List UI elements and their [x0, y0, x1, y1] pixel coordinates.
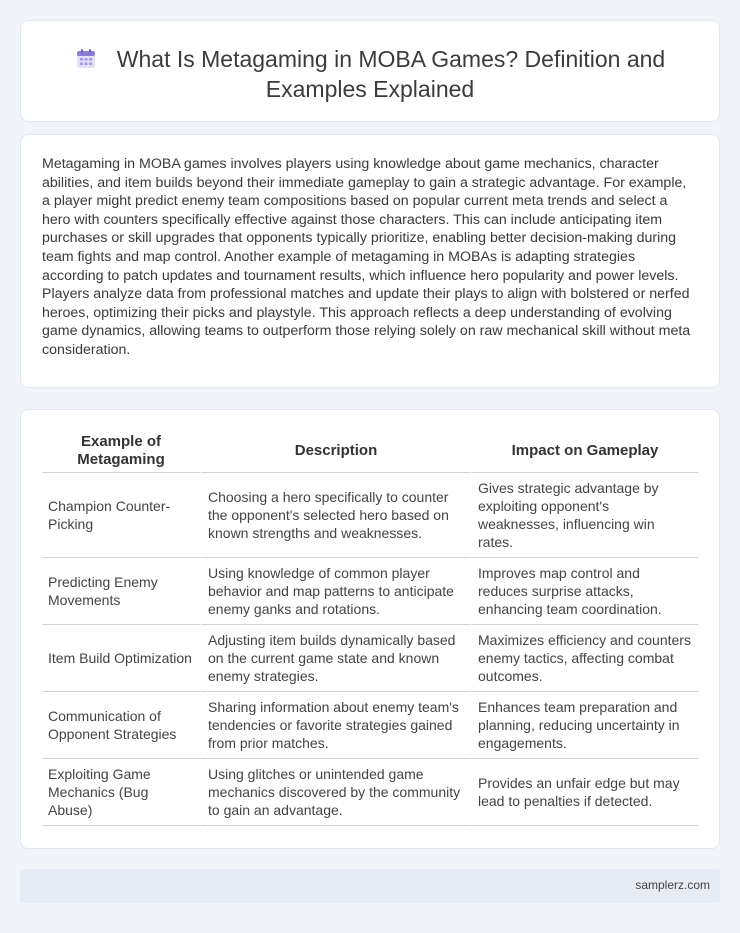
calendar-icon: [75, 48, 97, 70]
cell-example: Predicting Enemy Movements: [42, 558, 200, 625]
table-row: [42, 473, 698, 558]
title-wrap: [21, 44, 719, 104]
header-example: Example of Metagaming: [42, 430, 200, 473]
metagaming-table: [42, 430, 698, 826]
table-row: [42, 692, 698, 759]
cell-description: Using glitches or unintended game mechanics discovered by the community to gain an advantage.: [200, 759, 470, 826]
cell-impact: Improves map control and reduces surprise attacks, enhancing team coordination.: [470, 558, 698, 625]
table-card: [20, 409, 720, 849]
cell-example: Item Build Optimization: [42, 625, 200, 692]
cell-description: Choosing a hero specifically to counter the opponent's selected hero based on known strengths and weaknesses.: [200, 473, 470, 558]
cell-description: Adjusting item builds dynamically based on the current game state and known enemy strategies.: [200, 625, 470, 692]
intro-paragraph: Metagaming in MOBA games involves players using knowledge about game mechanics, character abilities, and item builds beyond their immediate gameplay to gain a strategic advantage. For example, a player might predict enemy team compositions based on popular current meta trends and select a hero with counters specifically effective against those characters. This can include anticipating item purchases or skill upgrades that opponents typically prioritize, enabling better decision-making during team fights and map control. Another example of metagaming in MOBAs is adapting strategies according to patch updates and tournament results, which influence hero popularity and power levels. Players analyze data from professional matches and update their plays to align with bolstered or nerfed heroes, optimizing their picks and playstyle. This approach reflects a deep understanding of evolving game dynamics, allowing teams to outperform those relying solely on raw mechanical skill without meta consideration.: [42, 156, 691, 358]
intro-card: [20, 134, 720, 388]
cell-impact: Enhances team preparation and planning, reducing uncertainty in engagements.: [470, 692, 698, 759]
footer-site-link[interactable]: samplerz.com: [635, 878, 710, 892]
page-title: [40, 44, 700, 104]
title-card: [20, 20, 720, 122]
header-impact: Impact on Gameplay: [470, 430, 698, 473]
page-title-text: What Is Metagaming in MOBA Games? Definition and Examples Explained: [116, 46, 666, 102]
cell-example: Exploiting Game Mechanics (Bug Abuse): [42, 759, 200, 826]
table-row: [42, 759, 698, 826]
cell-description: Using knowledge of common player behavior and map patterns to anticipate enemy ganks and rotations.: [200, 558, 470, 625]
cell-example: Communication of Opponent Strategies: [42, 692, 200, 759]
cell-impact: Maximizes efficiency and counters enemy tactics, affecting combat outcomes.: [470, 625, 698, 692]
footer-bar: [20, 869, 720, 903]
table-row: [42, 625, 698, 692]
table-row: [42, 558, 698, 625]
cell-example: Champion Counter-Picking: [42, 473, 200, 558]
header-description: Description: [200, 430, 470, 473]
cell-description: Sharing information about enemy team's tendencies or favorite strategies gained from prior matches.: [200, 692, 470, 759]
table-header-row: [42, 430, 698, 473]
cell-impact: Provides an unfair edge but may lead to penalties if detected.: [470, 759, 698, 826]
cell-impact: Gives strategic advantage by exploiting opponent's weaknesses, influencing win rates.: [470, 473, 698, 558]
